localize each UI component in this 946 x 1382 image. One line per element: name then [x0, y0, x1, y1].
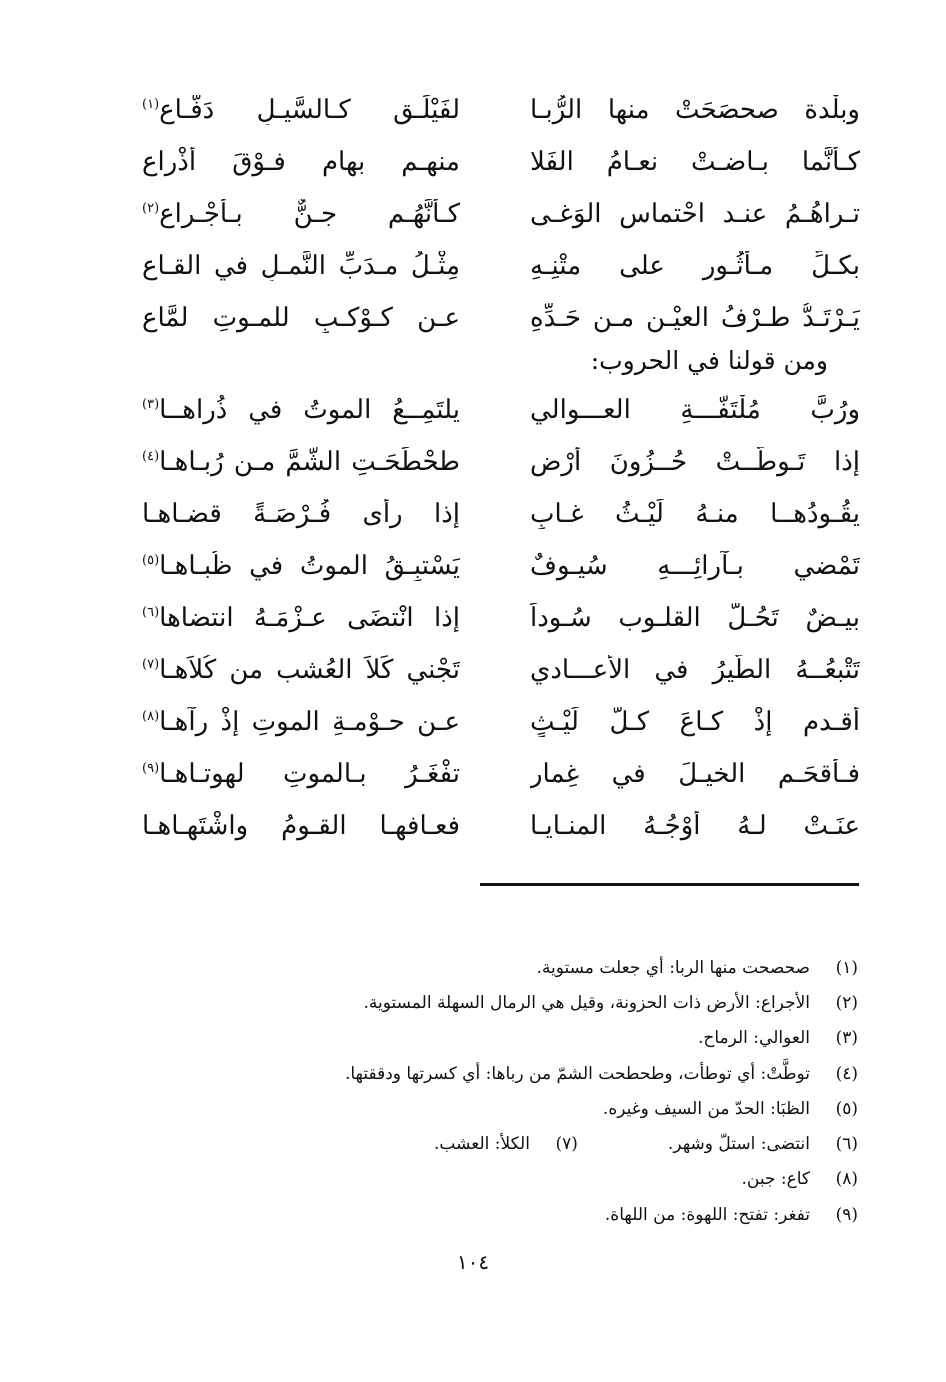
footnote-text: تفغر: تفتح: اللهوة: من اللهاة. — [604, 1204, 810, 1225]
verse-first-hemistich: أقـدم إذْ كـاعَ كـلُّ لَيْـثٍ — [530, 707, 860, 737]
verse-first-hemistich: يقُـودُهــا منـهُ لَيْـثُ غـابٍ — [530, 499, 860, 529]
footnote — [98, 1126, 858, 1161]
footnote-marker: (٦) — [142, 605, 160, 621]
verse-first-hemistich: فـأقحَـم الخيـلَ في غِمارٍ — [530, 759, 860, 789]
footnote-number: (٤) — [835, 1063, 858, 1084]
footnote-marker: (٩) — [142, 761, 160, 777]
verse-second-hemistich: مِثْـلُ مـدَبِّ النَّمـلِ في القـاعِ — [142, 251, 460, 281]
footnote — [98, 1091, 858, 1126]
verse — [140, 136, 860, 188]
verse-second-hemistich: إذا رأى فُـرْصَـةً قضـاهـا — [142, 499, 460, 529]
footnote — [98, 1162, 858, 1197]
footnote — [98, 1056, 858, 1091]
footnote-text: الظبَا: الحدّ من السيف وغيره. — [602, 1098, 810, 1119]
verse — [140, 644, 860, 696]
footnote-marker: (٢) — [142, 201, 160, 217]
verse — [140, 592, 860, 644]
verse — [140, 384, 860, 436]
poem-block-1 — [140, 84, 860, 344]
verse — [140, 436, 860, 488]
footnote-number: (١) — [835, 957, 858, 978]
verse-first-hemistich: عنَـتْ لـهُ أوْجُـهُ المنـايـا — [530, 811, 860, 841]
verse-first-hemistich: تـراهُـمُ عنـد احْتماسِ الوَغـى — [530, 199, 860, 229]
footnote-marker: (٥) — [142, 553, 160, 569]
verse-first-hemistich: بيـضٌ تَحُـلُّ القلـوب سُـوداً — [530, 603, 860, 633]
verse — [140, 748, 860, 800]
footnote-text: صحصحت منها الربا: أي جعلت مستوية. — [536, 957, 810, 978]
footnote — [98, 1197, 858, 1232]
footnote-separator-rule — [480, 883, 859, 886]
verse-second-hemistich: تَجْني كَلاَ العُشب من كُلاَهـا$^{(٧)}$ — [142, 655, 460, 685]
footnote-text: الأجراع: الأرض ذات الحزونة، وقيل هي الرمال السهلة المستوية. — [363, 992, 810, 1013]
verse-second-hemistich: يلتَمِــعُ الموتُ في ذُراهــا$^{(٣)}$ — [142, 395, 460, 425]
verse-first-hemistich: إذا تَـوطَّــتْ حُــزُونَ أرْضٍ — [530, 447, 860, 477]
footnote-number: (٢) — [835, 992, 858, 1013]
footnote-number: (٨) — [835, 1169, 858, 1190]
verse — [140, 292, 860, 344]
verse-first-hemistich: يَـرْتَـدُّ طـرْفُ العيْـنِ مـن حَـدِّهِ — [530, 303, 860, 333]
verse — [140, 240, 860, 292]
poem-block-2 — [140, 384, 860, 852]
verse-second-hemistich: تفْغَـرُ بـالموتِ لهوتـاهـا$^{(٩)}$ — [142, 759, 460, 789]
footnote-marker: (٤) — [142, 449, 160, 465]
verse-second-hemistich: لفَيْلَـقٍ كـالسَّيـلِ دَفَّـاعِ$^{(١)}$ — [142, 95, 460, 125]
footnote — [98, 985, 858, 1020]
verse-second-hemistich: عـن حـوْمـةِ الموتِ إذْ رآهـا$^{(٨)}$ — [142, 707, 460, 737]
verse-first-hemistich: تَتْبعُــهُ الطَّيرُ في الأعـــادي — [530, 655, 860, 685]
verse — [140, 188, 860, 240]
verse — [140, 488, 860, 540]
verse-first-hemistich: تَمْضي بـآرائِـــهِ سُيـوفٌ — [530, 551, 860, 581]
verse-first-hemistich: كـأنَّما بـاضـتْ نعـامُ الفَلا — [530, 147, 860, 177]
verse — [140, 800, 860, 852]
footnote-number: (٣) — [835, 1028, 858, 1049]
footnote-text: انتضى: استلّ وشهر. — [667, 1134, 810, 1155]
footnotes — [98, 950, 858, 1232]
verse-second-hemistich: فعـافهـا القـومُ واشْتَهـاهـا — [142, 811, 460, 841]
verse-second-hemistich: عـن كـوْكـبٍ للمـوتِ لمَّاعِ — [142, 303, 460, 333]
verse-second-hemistich: منهـم بهامٍ فـوْقَ أذْراعِ — [142, 147, 460, 177]
footnote-marker: (١) — [142, 97, 160, 113]
verse-first-hemistich: ورُبَّ مُلْتَفَّـــةِ العـــوالي — [530, 395, 860, 425]
footnote-number: (٦) — [835, 1134, 858, 1155]
footnote-text: الكلأ: العشب. — [433, 1134, 530, 1155]
footnote-number: (٥) — [835, 1098, 858, 1119]
page-number: ١٠٤ — [456, 1250, 490, 1274]
verse-second-hemistich: كـأنَّهُـم جـنٌّ بـأجْـراعِ$^{(٢)}$ — [142, 199, 460, 229]
footnote-marker: (٣) — [142, 397, 160, 413]
footnote — [98, 950, 858, 985]
footnote-number: (٧) — [555, 1134, 578, 1155]
verse-first-hemistich: وبلْدة صحصَحَتْ منها الرُّبـا — [530, 95, 860, 125]
footnote-marker: (٨) — [142, 709, 160, 725]
footnote-text: توطَّتْ: أي توطأت، وطحطحت الشمّ من رباها: أي كسرتها ودققتها. — [344, 1063, 810, 1084]
verse-second-hemistich: يَسْتبِـقُ الموتُ في ظُبـاهـا$^{(٥)}$ — [142, 551, 460, 581]
footnote-text: العوالي: الرماح. — [697, 1028, 810, 1049]
verse-second-hemistich: طحْطَحَـتِ الشُّمَّ مـن رُبـاهـا$^{(٤)}$ — [142, 447, 460, 477]
verse-first-hemistich: بكـلِّ مـأثُـورٍ على متْنِـهِ — [530, 251, 860, 281]
footnote — [98, 1021, 858, 1056]
verse — [140, 540, 860, 592]
verse-second-hemistich: إذا انْتضَى عـزْمَـهُ انتضاها$^{(٦)}$ — [142, 603, 460, 633]
footnote-number: (٩) — [835, 1204, 858, 1225]
footnote-text: كاع: جبن. — [741, 1169, 810, 1190]
verse — [140, 84, 860, 136]
verse — [140, 696, 860, 748]
section-intro: ومن قولنا في الحروب: — [590, 346, 828, 375]
footnote-marker: (٧) — [142, 657, 160, 673]
